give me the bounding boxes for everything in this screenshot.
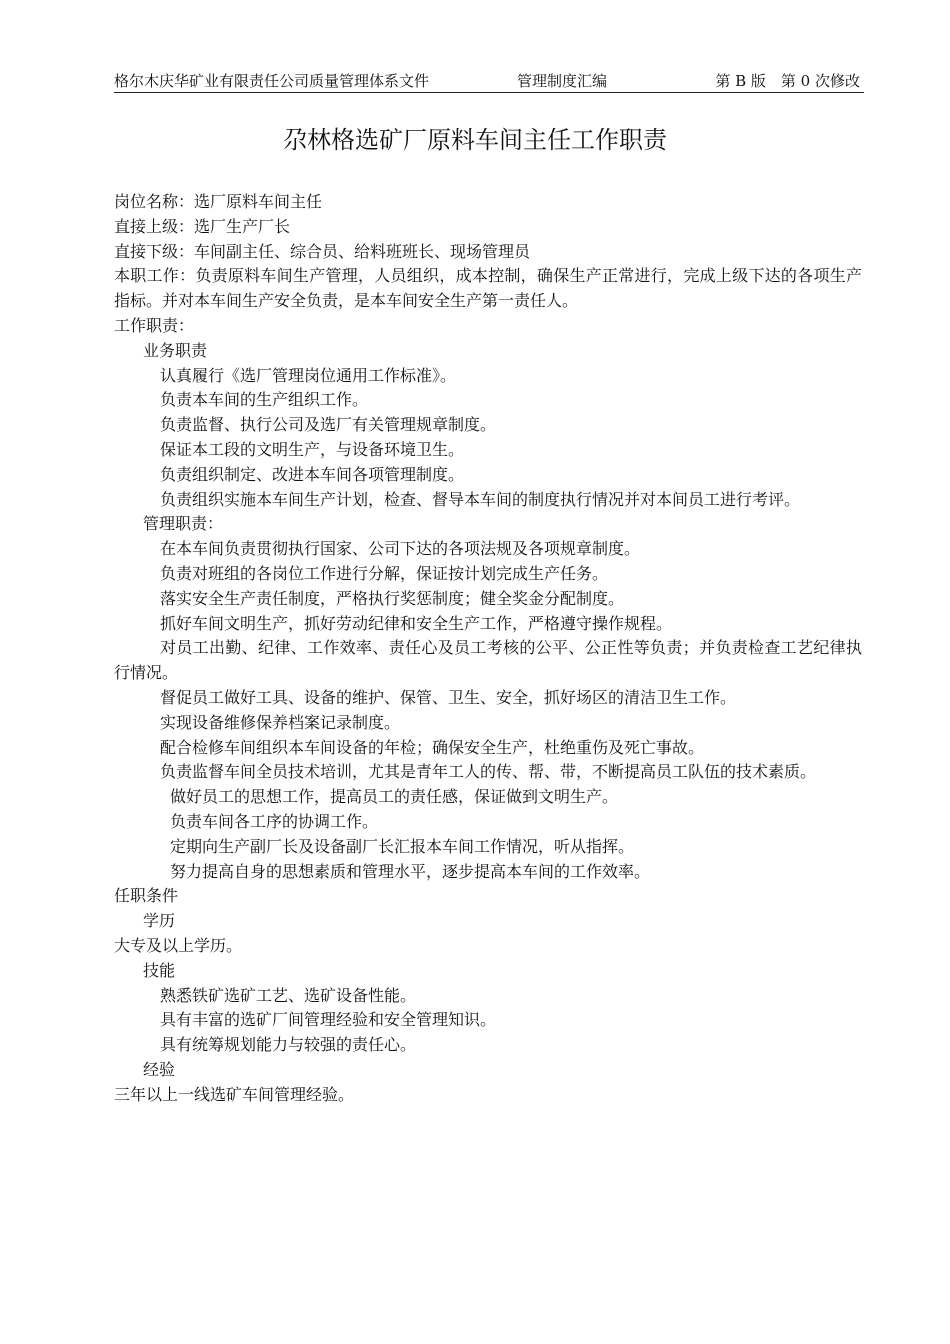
- skill-item: 具有统筹规划能力与较强的责任心。: [160, 1035, 417, 1055]
- skill-item: 具有丰富的选矿厂间管理经验和安全管理知识。: [160, 1010, 497, 1030]
- management-duty-item: 督促员工做好工具、设备的维护、保管、卫生、安全，抓好场区的清洁卫生工作。: [160, 687, 737, 707]
- management-duty-item: 对员工出勤、纪律、工作效率、责任心及员工考核的公平、公正性等负责；并负责检查工艺纪律执行情况。: [114, 638, 862, 683]
- education-text: 大专及以上学历。: [114, 935, 243, 955]
- skill-item: 熟悉铁矿选矿工艺、选矿设备性能。: [160, 985, 417, 1005]
- business-duty-item: 负责本车间的生产组织工作。: [160, 390, 369, 410]
- direct-subordinates: 直接下级：车间副主任、综合员、给料班班长、现场管理员: [114, 241, 531, 261]
- direct-superior: 直接上级：选厂生产厂长: [114, 216, 291, 236]
- education-heading: 学历: [143, 911, 176, 931]
- business-duty-item: 保证本工段的文明生产，与设备环境卫生。: [160, 439, 465, 459]
- document-title: 尕林格选矿厂原料车间主任工作职责: [283, 126, 667, 154]
- business-duty-item: 认真履行《选厂管理岗位通用工作标准》。: [160, 365, 457, 385]
- header-version: 第 B 版 第 0 次修改: [715, 72, 860, 90]
- position-name: 岗位名称：选厂原料车间主任: [114, 192, 323, 211]
- document-body: [114, 190, 862, 1107]
- business-duties-heading: 业务职责: [143, 340, 208, 360]
- management-duty-item: 落实安全生产责任制度，严格执行奖惩制度；健全奖金分配制度。: [160, 588, 625, 608]
- management-duties-heading: 管理职责：: [143, 514, 224, 534]
- management-duty-item: 配合检修车间组织本车间设备的年检；确保安全生产，杜绝重伤及死亡事故。: [160, 737, 705, 757]
- main-duty: 本职工作：负责原料车间生产管理，人员组织，成本控制，确保生产正常进行，完成上级下达的各项生产指标。并对本车间生产安全负责，是本车间安全生产第一责任人。: [114, 266, 862, 311]
- management-duty-item: 负责车间各工序的协调工作。: [170, 811, 379, 831]
- header-company: 格尔木庆华矿业有限责任公司质量管理体系文件: [114, 72, 430, 90]
- responsibilities-heading: 工作职责：: [114, 315, 195, 335]
- skills-heading: 技能: [143, 960, 176, 980]
- management-duty-item: 实现设备维修保养档案记录制度。: [160, 712, 401, 732]
- management-duty-item: 做好员工的思想工作，提高员工的责任感，保证做到文明生产。: [170, 787, 619, 807]
- management-duty-item: 负责监督车间全员技术培训，尤其是青年工人的传、帮、带，不断提高员工队伍的技术素质。: [160, 762, 817, 782]
- document-header: [114, 68, 864, 93]
- business-duty-item: 负责监督、执行公司及选厂有关管理规章制度。: [160, 415, 497, 435]
- management-duty-item: 定期向生产副厂长及设备副厂长汇报本车间工作情况，听从指挥。: [170, 836, 635, 856]
- experience-text: 三年以上一线选矿车间管理经验。: [114, 1084, 355, 1104]
- management-duty-item: 努力提高自身的思想素质和管理水平，逐步提高本车间的工作效率。: [170, 861, 651, 881]
- qualifications-heading: 任职条件: [114, 886, 179, 906]
- header-section: 管理制度汇编: [517, 72, 608, 90]
- business-duty-item: 负责组织制定、改进本车间各项管理制度。: [160, 464, 465, 484]
- management-duty-item: 在本车间负责贯彻执行国家、公司下达的各项法规及各项规章制度。: [160, 539, 641, 559]
- business-duty-item: 负责组织实施本车间生产计划，检查、督导本车间的制度执行情况并对本间员工进行考评。: [160, 489, 801, 509]
- experience-heading: 经验: [143, 1059, 176, 1079]
- management-duty-item: 负责对班组的各岗位工作进行分解，保证按计划完成生产任务。: [160, 563, 609, 583]
- management-duty-item: 抓好车间文明生产，抓好劳动纪律和安全生产工作，严格遵守操作规程。: [160, 613, 673, 633]
